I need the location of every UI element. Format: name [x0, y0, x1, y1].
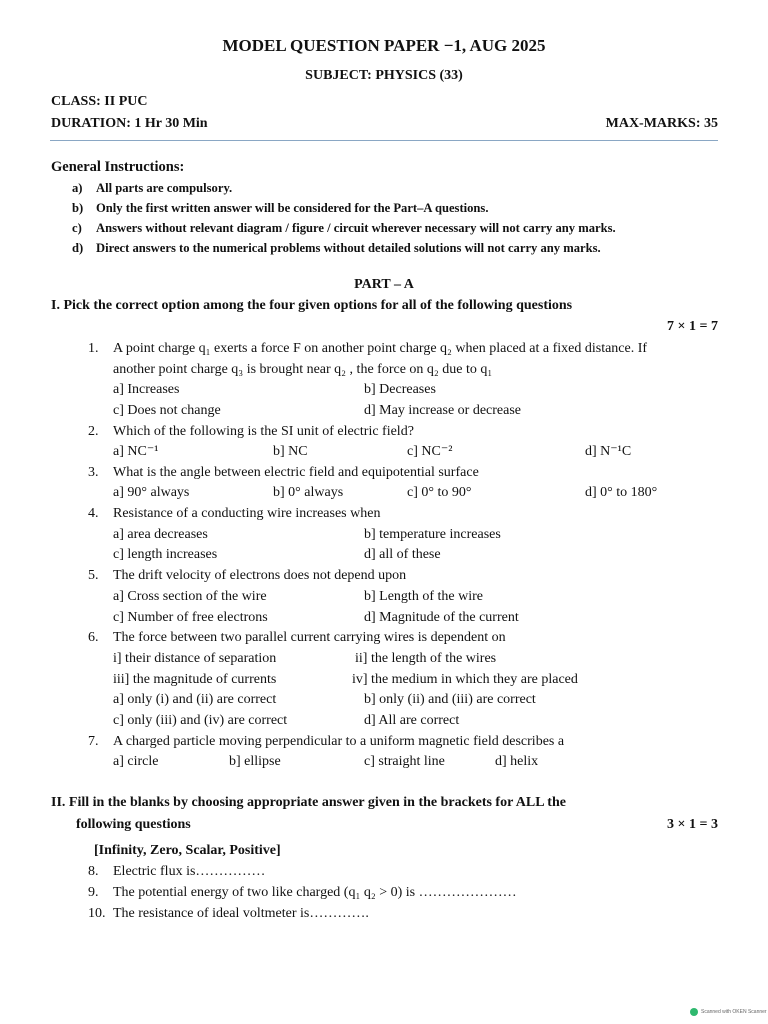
option-d: d] All are correct	[364, 713, 460, 728]
instruction-item: b) Only the first written answer will be considered for the Part–A questions.	[72, 201, 489, 215]
question-10: 10. The resistance of ideal voltmeter is………….	[88, 906, 369, 921]
scanner-logo-icon	[690, 1008, 698, 1016]
question-6: 6. The force between two parallel current carrying wires is dependent on	[88, 630, 506, 645]
option-b: b] Decreases	[364, 382, 436, 397]
question-8: 8. Electric flux is……………	[88, 864, 266, 879]
option-a: a] only (i) and (ii) are correct	[113, 692, 277, 707]
max-marks: MAX-MARKS: 35	[605, 116, 718, 131]
option-c: c] 0° to 90°	[407, 485, 472, 500]
question-5: 5. The drift velocity of electrons does not depend upon	[88, 568, 407, 583]
class-line: CLASS: II PUC	[51, 94, 148, 109]
section-1-marks: 7 × 1 = 7	[667, 319, 718, 334]
option-d: d] N⁻¹C	[585, 444, 632, 459]
statement-iii: iii] the magnitude of currents	[113, 672, 277, 687]
page-title: MODEL QUESTION PAPER −1, AUG 2025	[222, 36, 546, 55]
option-b: b] NC	[273, 444, 308, 459]
question-1-continued: another point charge q₃ is brought near q₂ , the force on q₂ due to q₁	[113, 362, 493, 377]
section-2-title-continued: following questions	[76, 817, 191, 832]
option-b: b] temperature increases	[364, 527, 501, 542]
instruction-item: d) Direct answers to the numerical problems without detailed solutions will not carry any marks.	[72, 241, 601, 255]
option-c: c] only (iii) and (iv) are correct	[113, 713, 288, 728]
option-c: c] length increases	[113, 547, 218, 562]
question-3: 3. What is the angle between electric field and equipotential surface	[88, 465, 479, 480]
option-b: b] only (ii) and (iii) are correct	[364, 692, 536, 707]
option-d: d] 0° to 180°	[585, 485, 658, 500]
answer-choices: [Infinity, Zero, Scalar, Positive]	[94, 843, 281, 858]
question-7: 7. A charged particle moving perpendicular to a uniform magnetic field describes a	[88, 734, 565, 749]
statement-iv: iv] the medium in which they are placed	[352, 672, 578, 687]
option-c: c] Does not change	[113, 403, 221, 418]
question-2: 2. Which of the following is the SI unit of electric field?	[88, 424, 414, 439]
option-d: d] May increase or decrease	[364, 403, 522, 418]
option-c: c] straight line	[364, 754, 445, 769]
statement-ii: ii] the length of the wires	[355, 651, 497, 666]
option-a: a] Cross section of the wire	[113, 589, 267, 604]
option-c: c] Number of free electrons	[113, 610, 268, 625]
instruction-item: a) All parts are compulsory.	[72, 181, 233, 195]
header-divider	[50, 140, 718, 141]
section-2-title: II. Fill in the blanks by choosing appropriate answer given in the brackets for ALL the	[51, 795, 566, 810]
instructions-heading: General Instructions:	[51, 159, 185, 175]
option-b: b] Length of the wire	[364, 589, 483, 604]
option-a: a] area decreases	[113, 527, 208, 542]
scanner-watermark: Scanned with OKEN Scanner	[690, 1008, 767, 1016]
duration-line: DURATION: 1 Hr 30 Min	[51, 116, 208, 131]
option-d: d] all of these	[364, 547, 441, 562]
statement-i: i] their distance of separation	[113, 651, 277, 666]
question-9: 9. The potential energy of two like charged (q₁ q₂ > 0) is …………………	[88, 885, 517, 900]
section-1-title: I. Pick the correct option among the four given options for all of the following questions	[51, 298, 573, 313]
option-a: a] 90° always	[113, 485, 190, 500]
section-2-marks: 3 × 1 = 3	[667, 817, 718, 832]
option-c: c] NC⁻²	[407, 444, 453, 459]
option-a: a] circle	[113, 754, 159, 769]
option-a: a] Increases	[113, 382, 180, 397]
option-a: a] NC⁻¹	[113, 444, 159, 459]
option-d: d] helix	[495, 754, 539, 769]
instructions-list	[72, 178, 616, 258]
part-a-heading: PART – A	[354, 277, 414, 292]
instruction-item: c) Answers without relevant diagram / figure / circuit wherever necessary will not carry any marks.	[72, 221, 616, 235]
question-4: 4. Resistance of a conducting wire increases when	[88, 506, 381, 521]
option-d: d] Magnitude of the current	[364, 610, 519, 625]
option-b: b] ellipse	[229, 754, 281, 769]
subject-line: SUBJECT: PHYSICS (33)	[305, 68, 463, 83]
question-1: 1. A point charge q₁ exerts a force F on another point charge q₂ when placed at a fixed distance. If	[88, 341, 648, 356]
option-b: b] 0° always	[273, 485, 344, 500]
